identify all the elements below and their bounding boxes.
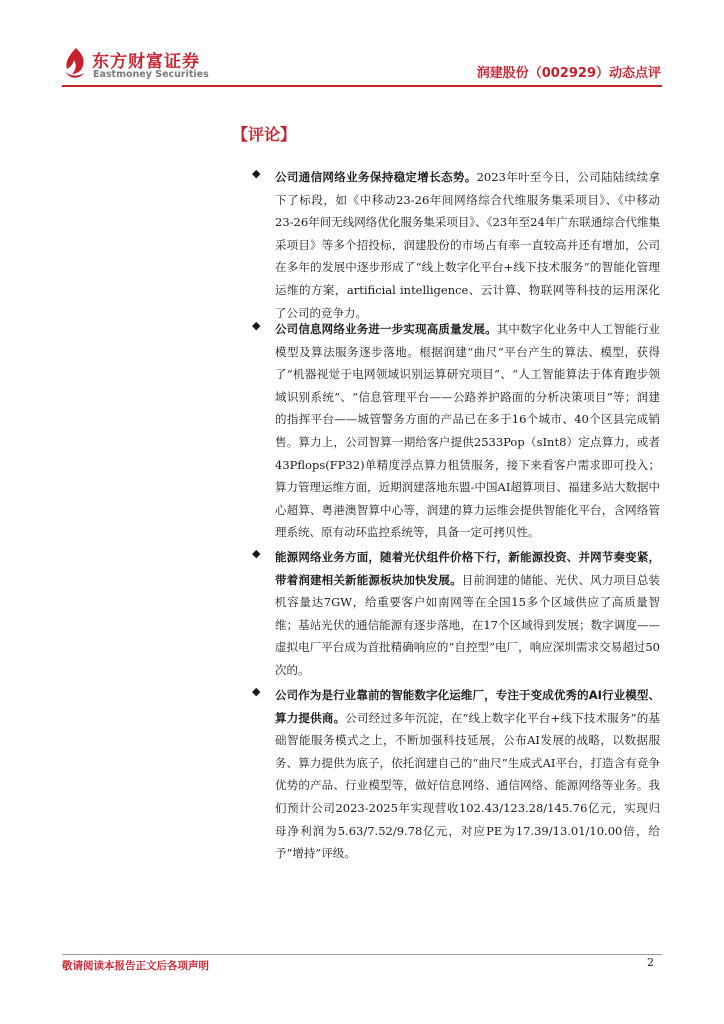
paragraph-lead: 公司通信网络业务保持稳定增长态势。	[275, 170, 477, 184]
section-heading: 【评论】	[232, 125, 297, 144]
paragraph-text	[275, 684, 660, 865]
paragraph-lead: 能源网络业务方面，随着光伏组件价格下行，新能源投资、并网节奏变紧，带着润建相关新能源板块加快发展。	[275, 550, 660, 587]
paragraph-text	[275, 546, 660, 682]
logo-english-name: Eastmoney Securities	[93, 69, 209, 80]
page-number: 2	[647, 956, 654, 969]
eastmoney-flame-icon	[62, 46, 90, 80]
paragraph-body: 2023年叶至今日，公司陆陆续续拿下了标段，如《中移动23-26年间网络综合代维服务集采项目》、《中移动23-26年间无线网络优化服务集采项目》、《23年至24年广东联通综合代维集采项目》等多个招投标，润建股份的市场占有率一直较高并还有增加，公司在多年的发展中逐步形成了“线上数字化平台+线下技术服务”的智能化管理运维的方案，artificial intelligence、云计算、物联网等科技的运用深化了公司的竞争力。	[275, 170, 661, 320]
paragraph-lead: 公司作为是行业靠前的智能数字化运维厂，专注于变成优秀的AI行业模型、算力提供商。	[275, 688, 660, 725]
report-title: 润建股份（002929）动态点评	[476, 66, 661, 81]
diamond-bullet-icon: ◆	[252, 319, 261, 332]
logo-chinese-name: 东方财富证券	[92, 52, 200, 72]
eastmoney-logo	[62, 46, 232, 86]
diamond-bullet-icon: ◆	[252, 685, 261, 698]
header-divider	[62, 85, 662, 87]
paragraph-body: 目前润建的储能、光伏、风力项目总装机容量达7GW，给重要客户如南网等在全国15多个区域供应了高质量智维；基站光伏的通信能源有逐步落地，在17个区域得到发展；数字调度——虚拟电厂平台成为首批精确响应的“自控型”电厂，响应深圳需求交易超过50次的。	[275, 572, 660, 677]
disclaimer-note: 敬请阅读本报告正文后各项声明	[62, 960, 209, 972]
paragraph-text	[275, 166, 660, 324]
diamond-bullet-icon: ◆	[252, 167, 261, 180]
diamond-bullet-icon: ◆	[252, 547, 261, 560]
paragraph-text	[275, 318, 660, 544]
paragraph-body: 其中数字化业务中人工智能行业模型及算法服务逐步落地。根据润建“曲尺”平台产生的算法、模型，获得了“机器视觉于电网领域识别运算研究项目”、“人工智能算法于体育跑步领域识别系统”、“信息管理平台——公路养护路面的分析决策项目”等；润建的指挥平台——城管警务方面的产品已在多于16个城市、40个区县完成销售。算力上，公司智算一期给客户提供2533Pop（sInt8）定点算力，或者43Pflops(FP32)单精度浮点算力租赁服务，接下来看客户需求即可投入；算力管理运维方面，近期润建落地东盟-中国AI超算项目、福建多站大数据中心超算、粤港澳智算中心等，润建的算力运维会提供智能化平台，含网络管理系统、原有动环监控系统等，具备一定可拷贝性。	[275, 322, 660, 540]
paragraph-lead: 公司信息网络业务进一步实现高质量发展。	[275, 322, 497, 336]
page-header	[0, 0, 724, 90]
paragraph-body: 公司经过多年沉淀，在“线上数字化平台+线下技术服务”的基础智能服务模式之上，不断加强科技延展，公布AI发展的战略，以数据服务、算力提供为底子，依托润建自己的“曲尺”生成式AI平台，打造含有竞争优势的产品、行业模型等，做好信息网络、通信网络、能源网络等业务。我们预计公司2023-2025年实现营收102.43/123.28/145.76亿元，实现归母净利润为5.63/7.52/9.78亿元，对应PE为17.39/13.01/10.00倍，给予“增持”评级。	[275, 710, 660, 861]
footer-divider	[62, 954, 662, 955]
